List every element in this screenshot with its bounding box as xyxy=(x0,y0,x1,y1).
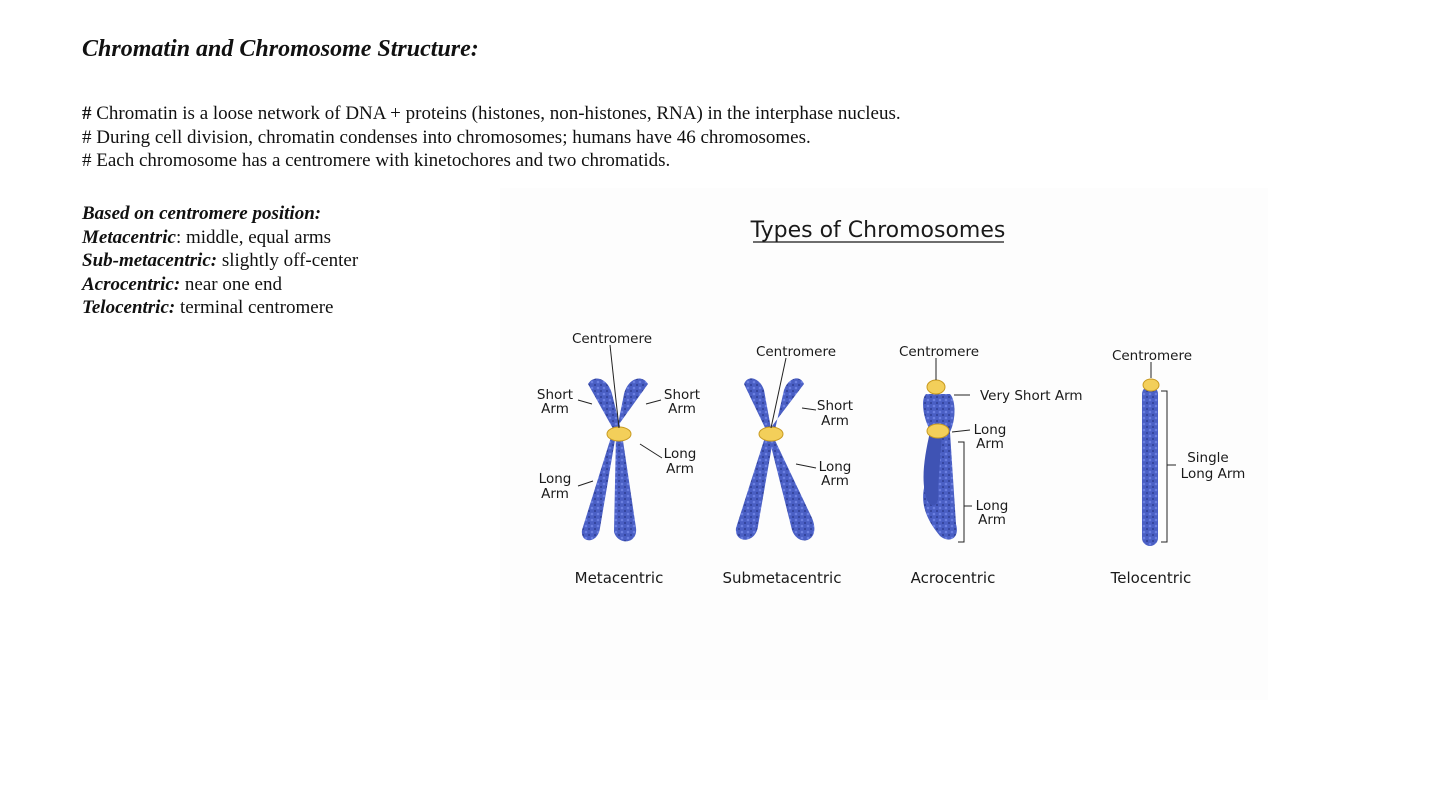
bullet-hash: # xyxy=(82,103,92,124)
centromere-label: Centromere xyxy=(1111,348,1193,364)
bullet-text: Each chromosome has a centromere with kinetochores and two chromatids. xyxy=(91,150,671,171)
arm-label: Arm xyxy=(976,436,1004,452)
long-label: Long xyxy=(818,459,852,475)
centromere-icon xyxy=(927,380,945,394)
centromere-icon xyxy=(1143,379,1159,391)
term: Telocentric: xyxy=(82,297,176,318)
bullet-text: During cell division, chromatin condenses into chromosomes; humans have 46 chromosomes. xyxy=(91,126,811,148)
single-label: Single xyxy=(1187,450,1229,466)
long-arm-label: Long Arm xyxy=(1180,466,1246,482)
submetacentric-name: Submetacentric xyxy=(722,569,842,587)
arm-label: Arm xyxy=(821,473,849,489)
metacentric-name: Metacentric xyxy=(574,569,664,587)
long-label: Long xyxy=(975,498,1009,514)
term-desc: slightly off-center xyxy=(217,250,359,271)
submetacentric-chromosome xyxy=(736,378,815,540)
long-label: Long xyxy=(973,422,1007,438)
classification-item xyxy=(82,273,358,297)
arm-label: Arm xyxy=(541,401,569,417)
arm-label: Arm xyxy=(666,461,694,477)
acrocentric-name: Acrocentric xyxy=(910,569,996,587)
term-desc: near one end xyxy=(180,273,282,295)
classification-heading: Based on centromere position: xyxy=(82,203,322,224)
page-title: Chromatin and Chromosome Structure: xyxy=(82,36,479,62)
classification-item xyxy=(82,296,358,320)
long-label: Long xyxy=(538,471,572,487)
centromere-icon xyxy=(607,427,631,441)
bullet-hash: # xyxy=(82,150,92,171)
metacentric-chromosome xyxy=(582,379,648,542)
bullet-hash: # xyxy=(82,126,92,148)
term-desc: terminal centromere xyxy=(175,297,334,318)
classification-item xyxy=(82,226,358,250)
centromere-label: Centromere xyxy=(898,344,980,360)
chromosome-diagram xyxy=(500,188,1268,700)
bullet-list xyxy=(82,102,901,173)
chromosome-figure xyxy=(500,188,1268,700)
acrocentric-chromosome xyxy=(923,380,957,540)
centromere-icon xyxy=(927,424,949,438)
telocentric-name: Telocentric xyxy=(1110,569,1192,587)
arm-label: Arm xyxy=(541,486,569,502)
centromere-label: Centromere xyxy=(755,344,837,360)
chromatid-arm xyxy=(1142,386,1158,546)
bullet-text: Chromatin is a loose network of DNA + proteins (histones, non-histones, RNA) in the interphase nucleus. xyxy=(91,103,901,124)
arm-label: Arm xyxy=(978,512,1006,528)
bullet-item xyxy=(82,149,901,173)
short-label: Short xyxy=(816,398,854,414)
classification-item xyxy=(82,249,358,273)
bullet-item xyxy=(82,102,901,126)
term: Acrocentric: xyxy=(82,273,181,295)
telocentric-chromosome xyxy=(1142,379,1159,546)
term: Metacentric xyxy=(82,226,176,248)
classification-list xyxy=(82,202,358,320)
very-short-arm-label: Very Short Arm xyxy=(980,388,1083,404)
term-desc: : middle, equal arms xyxy=(175,226,332,248)
figure-title: Types of Chromosomes xyxy=(750,218,1006,243)
centromere-label: Centromere xyxy=(571,331,653,347)
long-label: Long xyxy=(663,446,697,462)
arm-label: Arm xyxy=(668,401,696,417)
term: Sub-metacentric: xyxy=(82,250,218,271)
short-label: Short xyxy=(536,387,574,403)
centromere-icon xyxy=(759,427,783,441)
short-label: Short xyxy=(663,387,701,403)
bullet-item xyxy=(82,126,901,150)
arm-label: Arm xyxy=(821,413,849,429)
